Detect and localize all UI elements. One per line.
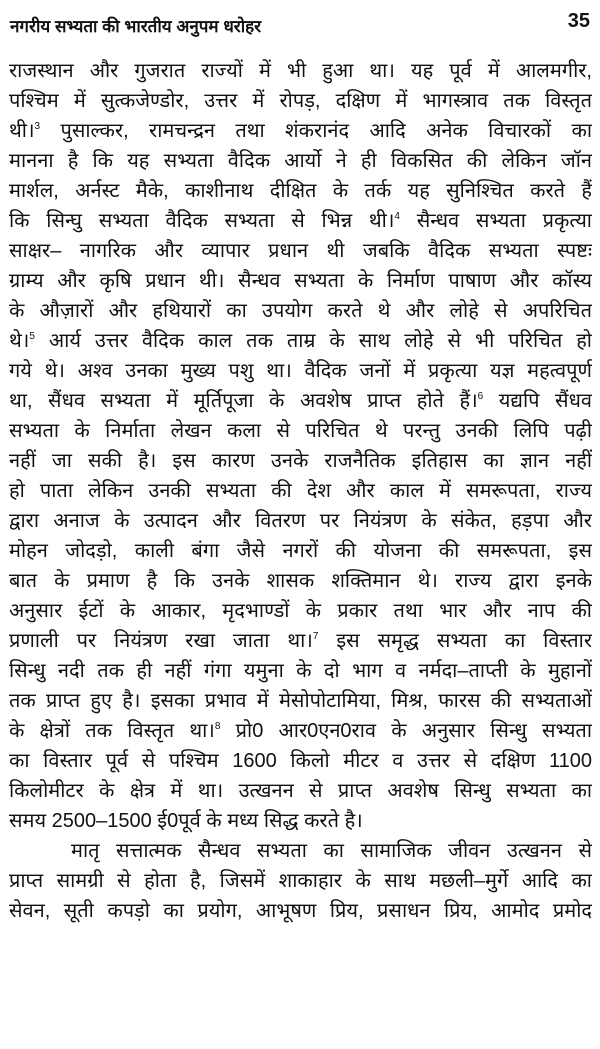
text-line xyxy=(9,596,592,626)
text-segment: सैन्धव सभ्यता प्रकृत्या xyxy=(399,210,592,232)
text-line xyxy=(9,236,592,266)
page-number: 35 xyxy=(567,10,590,32)
text-line xyxy=(9,836,592,866)
footnote-marker: 3 xyxy=(34,121,41,132)
text-line xyxy=(9,416,592,446)
text-segment: सिन्धु नदी तक ही नहीं गंगा यमुना के दो भाग व नर्मदा–ताप्ती के मुहानों xyxy=(9,660,592,682)
text-line xyxy=(9,326,592,356)
text-segment: इस समृद्ध सभ्यता का विस्तार xyxy=(318,630,592,652)
text-line xyxy=(9,296,592,326)
text-segment: कि सिन्घु सभ्यता वैदिक सभ्यता से भिन्न थी। xyxy=(9,210,395,232)
text-segment: आर्य उत्तर वैदिक काल तक ताम्र के साथ लोहे से भी परिचित हो xyxy=(34,330,592,352)
footnote-marker: 4 xyxy=(394,211,400,222)
text-segment: अनुसार ईटों के आकार, मृदभाण्डों के प्रकार तथा भार और नाप की xyxy=(9,600,592,622)
text-segment: था, सैंधव सभ्यता में मूर्तिपूजा के अवशेष प्राप्त होते हैं। xyxy=(9,390,478,412)
text-line xyxy=(9,386,592,416)
text-line xyxy=(9,86,592,116)
text-segment: प्राप्त सामग्री से होता है, जिसमें शाकाहार के साथ मछली–मुर्गे आदि का xyxy=(9,870,592,892)
text-segment: थी। xyxy=(9,120,35,142)
text-line xyxy=(9,896,592,926)
text-segment: ग्राम्य और कृषि प्रधान थी। सैन्धव सभ्यता के निर्माण पाषाण और कॉस्य xyxy=(9,270,592,292)
text-line xyxy=(9,806,592,836)
text-line xyxy=(9,56,592,86)
text-line xyxy=(9,206,592,236)
text-segment: का विस्तार पूर्व से पश्चिम 1600 किलो मीटर व उत्तर से दक्षिण 1100 xyxy=(9,750,592,772)
footnote-marker: 8 xyxy=(214,721,221,732)
text-line xyxy=(9,686,592,716)
text-line xyxy=(9,566,592,596)
text-segment: थे। xyxy=(9,330,30,352)
text-segment: समय 2500–1500 ई0पूर्व के मध्य सिद्ध करते है। xyxy=(9,810,363,832)
text-line xyxy=(9,476,592,506)
text-line xyxy=(9,116,592,146)
text-segment: के क्षेत्रों तक विस्तृत था। xyxy=(9,720,215,742)
text-segment: तक प्राप्त हुए है। इसका प्रभाव में मेसोपोटामिया, मिश्र, फारस की सभ्यताओं xyxy=(9,690,592,712)
text-segment: राजस्थान और गुजरात राज्यों में भी हुआ था। यह पूर्व में आलमगीर, xyxy=(9,60,592,82)
text-segment: मानना है कि यह सभ्यता वैदिक आर्यो ने ही विकसित की लेकिन जॉन xyxy=(9,150,592,172)
text-line xyxy=(9,446,592,476)
text-line xyxy=(9,656,592,686)
text-segment: नहीं जा सकी है। इस कारण उनके राजनैतिक इतिहास का ज्ञान नहीं xyxy=(9,450,592,472)
text-segment: मोहन जोदड़ो, काली बंगा जैसे नगरों की योजना की समरूपता, इस xyxy=(9,540,592,562)
text-line xyxy=(9,536,592,566)
footnote-marker: 7 xyxy=(312,631,319,642)
text-segment: मार्शल, अर्नस्ट मैके, काशीनाथ दीक्षित के तर्क यह सुनिश्चित करते हैं xyxy=(9,180,592,202)
text-segment: के औज़ारों और हथियारों का उपयोग करते थे और लोहे से अपरिचित xyxy=(9,300,592,322)
text-line xyxy=(9,356,592,386)
text-line xyxy=(9,266,592,296)
text-line xyxy=(9,176,592,206)
text-segment: हो पाता लेकिन उनकी सभ्यता की देश और काल में समरूपता, राज्य xyxy=(9,480,592,502)
text-segment: पश्चिम में सुत्कजेण्डोर, उत्तर में रोपड़, दक्षिण में भागस्त्राव तक विस्तृत xyxy=(9,90,592,112)
text-line xyxy=(9,866,592,896)
text-segment: बात के प्रमाण है कि उनके शासक शक्तिमान थे। राज्य द्वारा इनके xyxy=(9,570,592,592)
text-segment: सेवन, सूती कपड़ो का प्रयोग, आभूषण प्रिय, प्रसाधन प्रिय, आमोद प्रमोद xyxy=(9,900,592,922)
text-line xyxy=(9,146,592,176)
text-segment: किलोमीटर के क्षेत्र में था। उत्खनन से प्राप्त अवशेष सिन्धु सभ्यता का xyxy=(9,780,592,802)
text-segment: साक्षर– नागरिक और व्यापार प्रधान थी जबकि वैदिक सभ्यता स्पष्टः xyxy=(9,240,592,262)
footnote-marker: 5 xyxy=(29,331,35,342)
text-line xyxy=(9,506,592,536)
text-segment: प्रो0 आर0एन0राव के अनुसार सिन्धु सभ्यता xyxy=(220,720,592,742)
running-title: नगरीय सभ्यता की भारतीय अनुपम धरोहर xyxy=(10,17,262,36)
text-segment: मातृ सत्तात्मक सैन्धव सभ्यता का सामाजिक जीवन उत्खनन से xyxy=(71,840,592,862)
text-segment: यद्यपि सैंधव xyxy=(483,390,592,412)
text-line xyxy=(9,776,592,806)
footnote-marker: 6 xyxy=(477,391,484,402)
text-line xyxy=(9,746,592,776)
text-segment: सभ्यता के निर्माता लेखन कला से परिचित थे परन्तु उनकी लिपि पढ़ी xyxy=(9,420,592,442)
text-line xyxy=(9,716,592,746)
body-text xyxy=(9,56,592,926)
page-header xyxy=(10,10,590,40)
text-segment: गये थे। अश्व उनका मुख्य पशु था। वैदिक जनों में प्रकृत्या यज्ञ महत्वपूर्ण xyxy=(9,360,592,382)
text-segment: द्वारा अनाज के उत्पादन और वितरण पर नियंत्रण के संकेत, हड़पा और xyxy=(9,510,592,532)
text-line xyxy=(9,626,592,656)
text-segment: प्रणाली पर नियंत्रण रखा जाता था। xyxy=(9,630,313,652)
text-segment: पुसाल्कर, रामचन्द्रन तथा शंकरानंद आदि अनेक विचारकों का xyxy=(40,120,592,142)
